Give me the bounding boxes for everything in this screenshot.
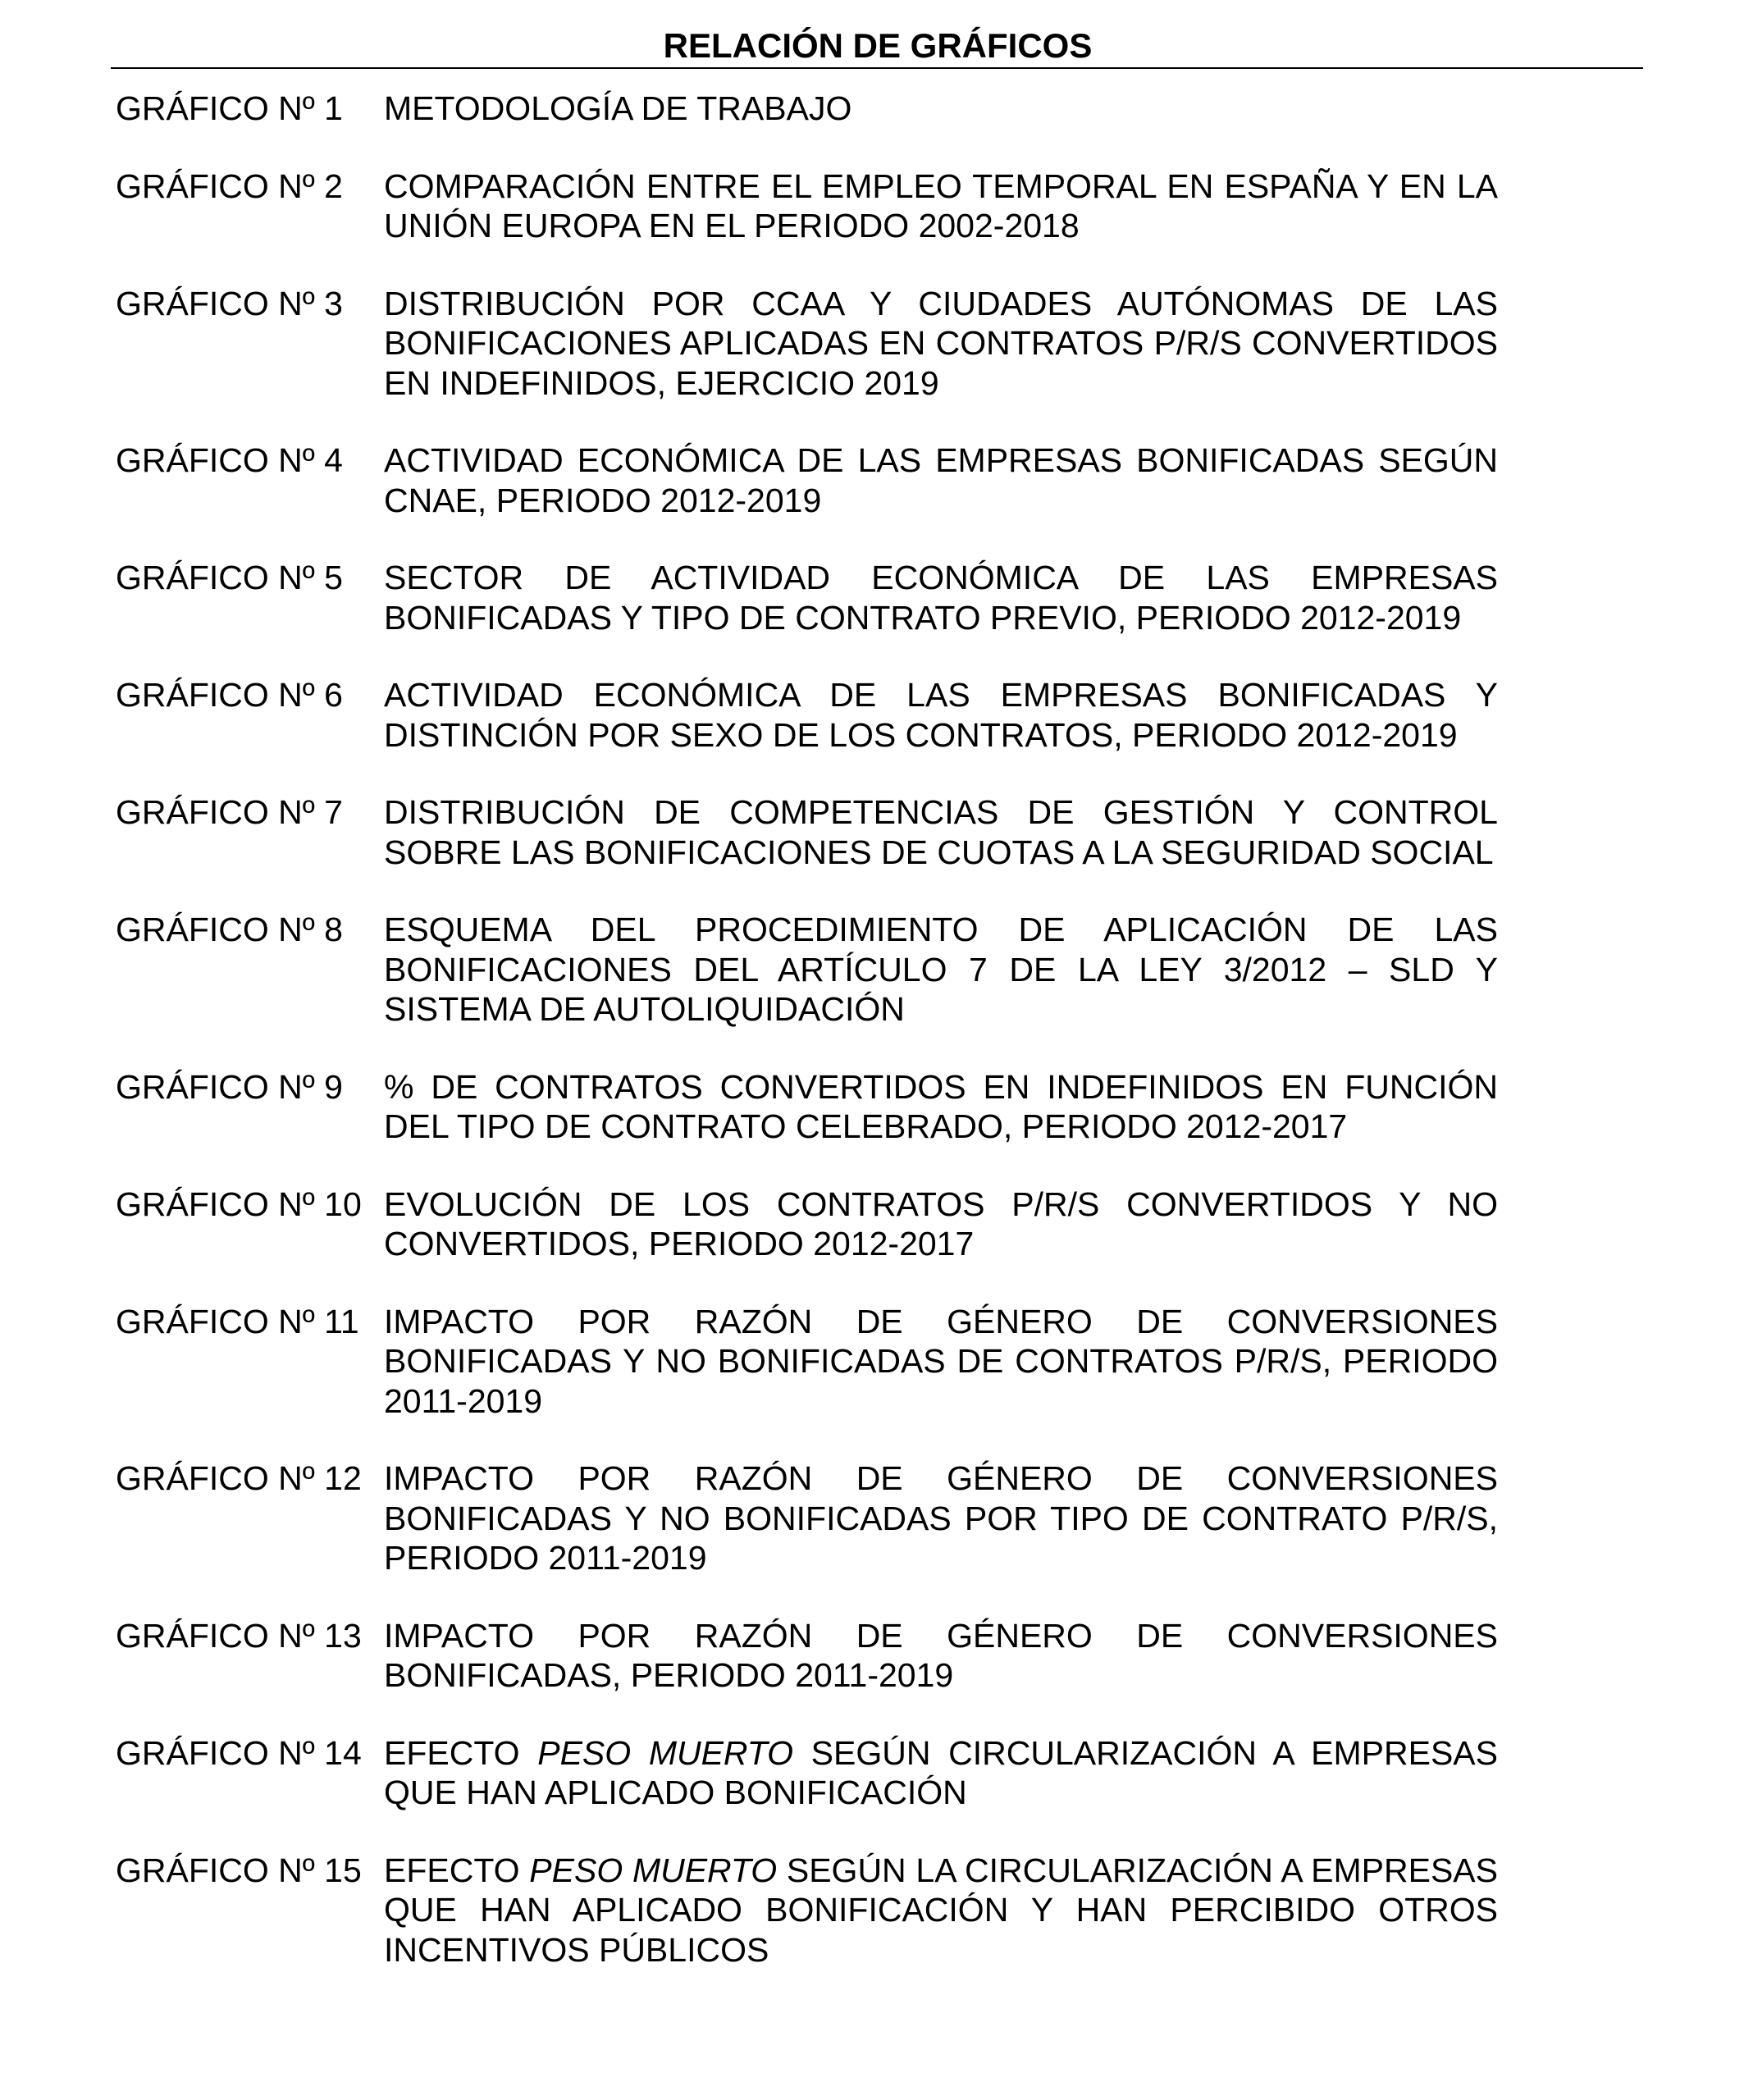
chart-description-text: SECTOR DE ACTIVIDAD ECONÓMICA DE LAS EMPRESAS BONIFICADAS Y TIPO DE CONTRATO PREVIO, PERIODO 2012-2019 xyxy=(384,559,1498,637)
list-item xyxy=(116,558,1498,637)
chart-description-text: IMPACTO POR RAZÓN DE GÉNERO DE CONVERSIONES BONIFICADAS Y NO BONIFICADAS DE CONTRATOS P/R/S, PERIODO 2011-2019 xyxy=(384,1302,1498,1420)
chart-index-list xyxy=(116,89,1498,2007)
chart-description xyxy=(384,1733,1498,1813)
list-item xyxy=(116,792,1498,872)
chart-description xyxy=(384,675,1498,755)
chart-description xyxy=(384,1851,1498,1970)
chart-number-label: GRÁFICO Nº 6 xyxy=(116,676,343,714)
list-item xyxy=(116,1733,1498,1813)
list-item xyxy=(116,1851,1498,1970)
chart-description-text: DISTRIBUCIÓN POR CCAA Y CIUDADES AUTÓNOMAS DE LAS BONIFICACIONES APLICADAS EN CONTRATOS P/R/S CONVERTIDOS EN INDEFINIDOS, EJERCICIO 2019 xyxy=(384,284,1498,402)
chart-description xyxy=(384,910,1498,1029)
chart-description-text: % DE CONTRATOS CONVERTIDOS EN INDEFINIDOS EN FUNCIÓN DEL TIPO DE CONTRATO CELEBRADO, PERIODO 2012-2017 xyxy=(384,1067,1498,1145)
chart-description-emphasis: PESO MUERTO xyxy=(529,1851,778,1889)
chart-description-text: EFECTO xyxy=(384,1851,530,1889)
chart-description xyxy=(384,441,1498,520)
list-item xyxy=(116,1302,1498,1422)
chart-number-label: GRÁFICO Nº 7 xyxy=(116,793,343,831)
page-title: RELACIÓN DE GRÁFICOS xyxy=(663,26,1093,65)
chart-description-emphasis: PESO MUERTO xyxy=(537,1733,793,1772)
chart-number-label: GRÁFICO Nº 10 xyxy=(116,1185,362,1223)
chart-number-label: GRÁFICO Nº 11 xyxy=(116,1302,359,1340)
list-item xyxy=(116,1185,1498,1264)
list-item xyxy=(116,167,1498,246)
chart-number-label: GRÁFICO Nº 2 xyxy=(116,167,343,205)
list-item xyxy=(116,284,1498,404)
chart-number-label: GRÁFICO Nº 13 xyxy=(116,1616,362,1655)
chart-description-text: METODOLOGÍA DE TRABAJO xyxy=(384,89,852,127)
chart-description xyxy=(384,558,1498,637)
chart-number-label: GRÁFICO Nº 4 xyxy=(116,441,343,479)
chart-description-text: IMPACTO POR RAZÓN DE GÉNERO DE CONVERSIONES BONIFICADAS, PERIODO 2011-2019 xyxy=(384,1616,1498,1694)
chart-number-label: GRÁFICO Nº 9 xyxy=(116,1067,343,1106)
chart-number-label: GRÁFICO Nº 8 xyxy=(116,911,343,948)
title-divider xyxy=(111,67,1643,69)
chart-description xyxy=(384,284,1498,404)
chart-description-text: ACTIVIDAD ECONÓMICA DE LAS EMPRESAS BONIFICADAS Y DISTINCIÓN POR SEXO DE LOS CONTRATOS, PERIODO 2012-2019 xyxy=(384,676,1498,754)
chart-description-text: COMPARACIÓN ENTRE EL EMPLEO TEMPORAL EN ESPAÑA Y EN LA UNIÓN EUROPA EN EL PERIODO 2002-2018 xyxy=(384,167,1498,244)
chart-description xyxy=(384,792,1498,872)
chart-description xyxy=(384,167,1498,246)
chart-description-text: EVOLUCIÓN DE LOS CONTRATOS P/R/S CONVERTIDOS Y NO CONVERTIDOS, PERIODO 2012-2017 xyxy=(384,1185,1498,1262)
chart-description xyxy=(384,1302,1498,1422)
chart-description xyxy=(384,89,1498,129)
chart-description-text: SEGÚN CIRCULARIZACIÓN A EMPRESAS QUE HAN APLICADO BONIFICACIÓN xyxy=(384,1733,1499,1811)
chart-description-text: ACTIVIDAD ECONÓMICA DE LAS EMPRESAS BONIFICADAS SEGÚN CNAE, PERIODO 2012-2019 xyxy=(384,441,1498,519)
chart-number-label: GRÁFICO Nº 5 xyxy=(116,559,343,596)
list-item xyxy=(116,1067,1498,1147)
list-item xyxy=(116,89,1498,129)
chart-description-text: DISTRIBUCIÓN DE COMPETENCIAS DE GESTIÓN Y CONTROL SOBRE LAS BONIFICACIONES DE CUOTAS A LA SEGURIDAD SOCIAL xyxy=(384,793,1498,871)
chart-description xyxy=(384,1459,1498,1578)
chart-number-label: GRÁFICO Nº 14 xyxy=(116,1733,362,1772)
chart-number-label: GRÁFICO Nº 1 xyxy=(116,89,343,127)
chart-description xyxy=(384,1067,1498,1147)
chart-number-label: GRÁFICO Nº 12 xyxy=(116,1459,362,1497)
chart-number-label: GRÁFICO Nº 3 xyxy=(116,284,343,322)
chart-description-text: IMPACTO POR RAZÓN DE GÉNERO DE CONVERSIONES BONIFICADAS Y NO BONIFICADAS POR TIPO DE CONTRATO P/R/S, PERIODO 2011-2019 xyxy=(384,1459,1498,1577)
list-item xyxy=(116,1616,1498,1696)
list-item xyxy=(116,675,1498,755)
list-item xyxy=(116,441,1498,520)
chart-description xyxy=(384,1616,1498,1696)
chart-description-text: ESQUEMA DEL PROCEDIMIENTO DE APLICACIÓN DE LAS BONIFICACIONES DEL ARTÍCULO 7 DE LA LEY 3/2012 – SLD Y SISTEMA DE AUTOLIQUIDACIÓN xyxy=(384,911,1498,1028)
chart-number-label: GRÁFICO Nº 15 xyxy=(116,1851,362,1889)
chart-description-text: SEGÚN LA CIRCULARIZACIÓN A EMPRESAS QUE HAN APLICADO BONIFICACIÓN Y HAN PERCIBIDO OTROS INCENTIVOS PÚBLICOS xyxy=(384,1851,1498,1969)
chart-description xyxy=(384,1185,1498,1264)
chart-description-text: EFECTO xyxy=(384,1733,538,1772)
list-item xyxy=(116,910,1498,1029)
list-item xyxy=(116,1459,1498,1578)
